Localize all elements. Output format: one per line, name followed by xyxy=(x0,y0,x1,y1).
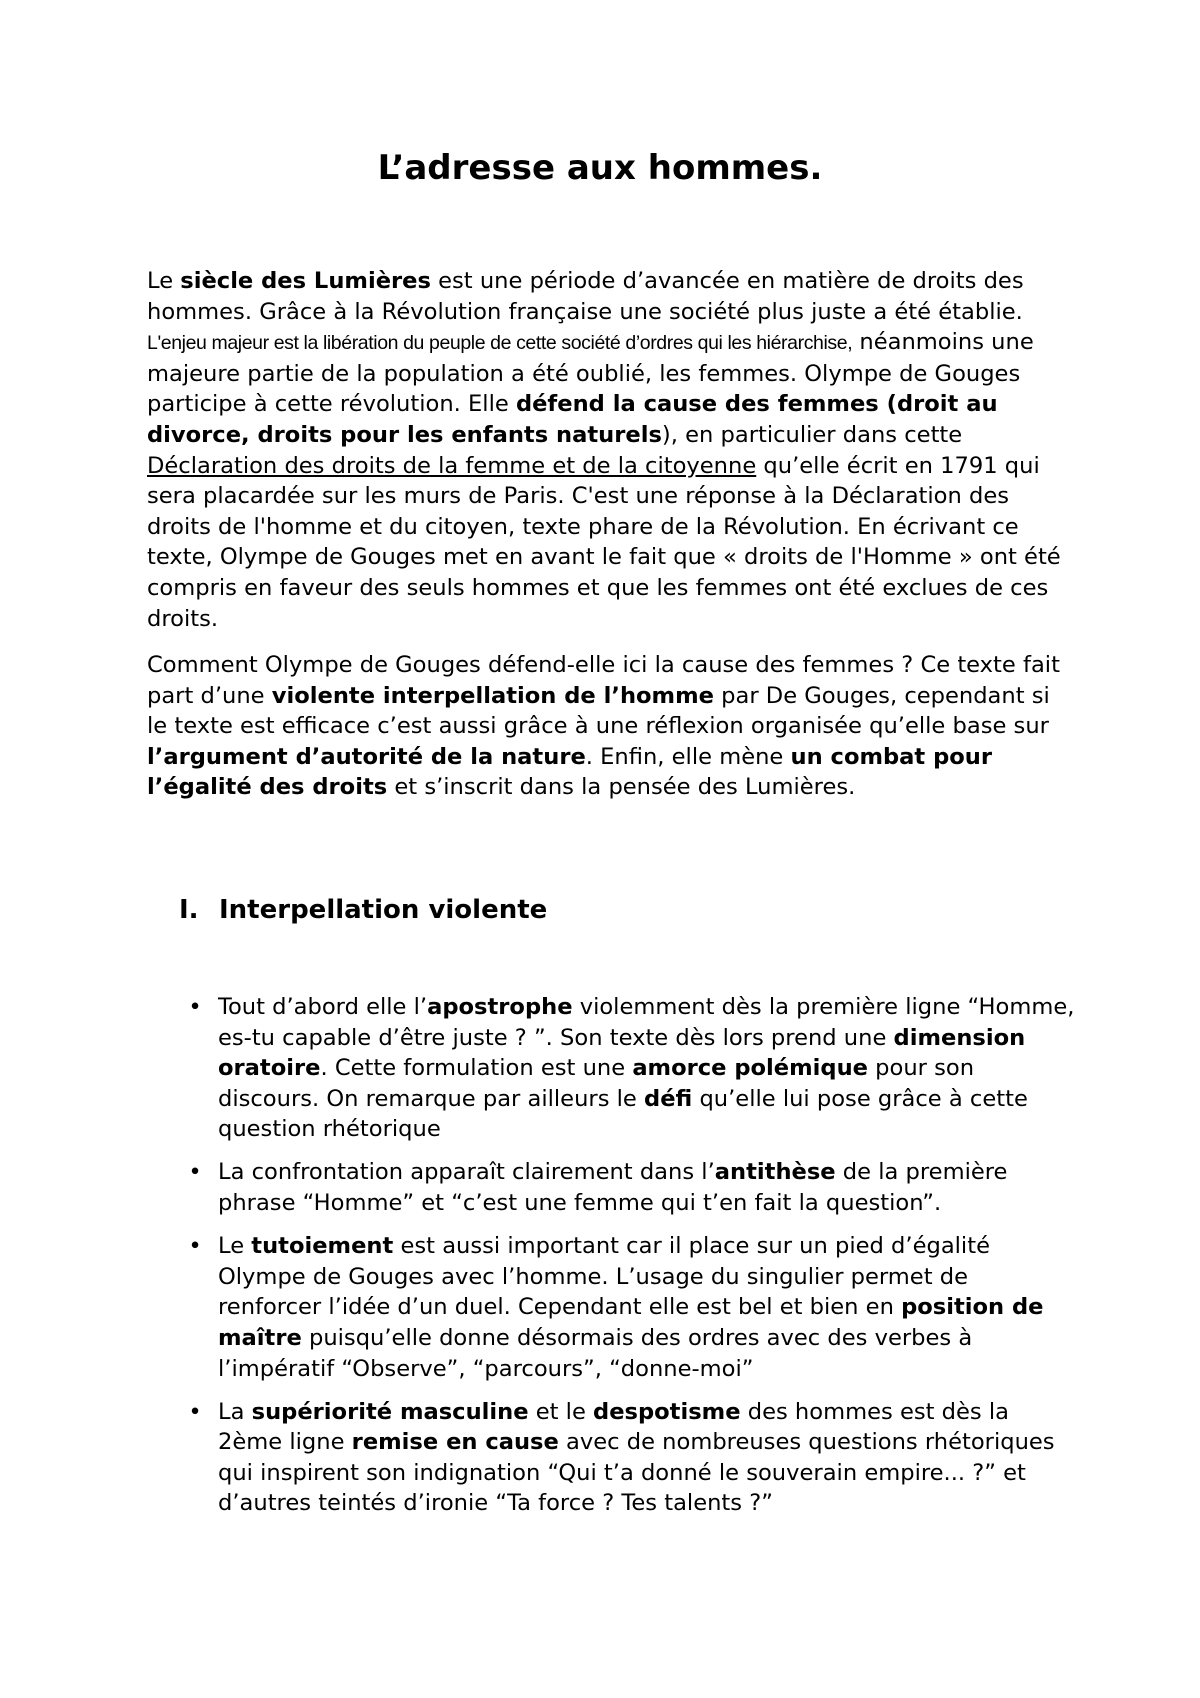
intro-paragraph xyxy=(147,266,1077,634)
bullet-icon: • xyxy=(188,994,202,1020)
bullet-icon: • xyxy=(188,1398,202,1425)
underlined-title: Déclaration des droits de la femme et de la citoyenne xyxy=(147,452,757,479)
list-item xyxy=(188,1157,1078,1218)
section-number: I. xyxy=(179,895,199,925)
bold-term: droit au divorce xyxy=(147,391,998,448)
narrow-font-run: L'enjeu majeur est la libération du peuple de cette société d’ordres qui les hiérarchise, xyxy=(147,332,853,355)
text-run: Le xyxy=(218,1233,252,1260)
bold-term: dimension oratoire xyxy=(218,1024,1026,1082)
text-run: qu’elle écrit en 1791 qui sera placardée sur les murs de Paris. C'est une réponse à la Déclaration des droits de l'homme et du citoyen, texte phare de la Révolution. En écrivant ce texte, Olympe de Gouges met en avant le fait que « droits de l'Homme » ont été compris en faveur des seuls hommes et que les femmes ont été exclues de ces droits. xyxy=(147,452,1061,632)
list-item xyxy=(188,1231,1078,1384)
text-run: par De Gouges, cependant si le texte est efficace c’est aussi grâce à une réflexion organisée qu’elle base sur xyxy=(147,682,1050,740)
text-run: . Enfin, elle mène xyxy=(585,743,791,770)
bold-term: remise en cause xyxy=(351,1429,559,1456)
bold-term: position de maître xyxy=(218,1294,1044,1351)
text-run: des hommes est dès la 2ème ligne xyxy=(218,1398,1009,1456)
text-run: pour son discours. On remarque par ailleurs le xyxy=(218,1055,975,1112)
bold-term: siècle des Lumières xyxy=(180,268,431,294)
text-run: . Cette formulation est une xyxy=(320,1055,633,1082)
bold-term: supériorité masculine xyxy=(251,1398,529,1425)
text-run: et s’inscrit dans la pensée des Lumières. xyxy=(387,774,856,801)
text-run: qu’elle lui pose grâce à cette question rhétorique xyxy=(218,1085,1028,1143)
bold-term: défend la cause des femmes xyxy=(515,391,879,418)
text-run: La confrontation apparaît clairement dans l’ xyxy=(218,1159,715,1186)
text-run: ( xyxy=(878,391,897,418)
bold-term: apostrophe xyxy=(427,994,573,1020)
text-run: ), en particulier dans cette xyxy=(661,421,963,448)
bold-term: défi xyxy=(644,1085,693,1112)
text-run: de la première phrase “Homme” et “c’est une femme qui t’en fait la question”. xyxy=(218,1159,1008,1217)
text-run: est une période d’avancée en matière de droits des hommes. Grâce à la Révolution française une société plus juste a été établie. xyxy=(147,268,1024,325)
bold-term: despotisme xyxy=(593,1398,741,1425)
text-run: Comment Olympe de Gouges défend-elle ici la cause des femmes ? Ce texte fait part d’une xyxy=(147,652,1060,709)
text-run: La xyxy=(218,1398,252,1425)
bold-term: violente interpellation de l’homme xyxy=(271,682,714,709)
text-run: et le xyxy=(528,1398,594,1425)
bullet-icon: • xyxy=(188,1233,202,1260)
text-run: avec de nombreuses questions rhétoriques qui inspirent son indignation “Qui t’a donné le souverain empire... ?” et d’autres teintés d’ironie “Ta force ? Tes talents ?” xyxy=(218,1429,1055,1517)
bullet-icon: • xyxy=(188,1159,202,1186)
text-run: est aussi important car il place sur un pied d’égalité Olympe de Gouges avec l’homme. L’usage du singulier permet de renforcer l’idée d’un duel. Cependant elle est bel et bien en xyxy=(218,1233,990,1321)
bold-term: droits pour les enfants naturels xyxy=(257,421,662,448)
bold-term: antithèse xyxy=(714,1159,836,1186)
problem-paragraph xyxy=(147,650,1077,803)
section-title: Interpellation violente xyxy=(219,895,548,925)
text-run: néanmoins une majeure partie de la population a été oublié, les femmes. Olympe de Gouges participe à cette révolution. Elle xyxy=(147,329,1034,418)
text-run: puisqu’elle donne désormais des ordres avec des verbes à l’impératif “Observe”, “parcours”, “donne-moi” xyxy=(218,1324,973,1382)
bullet-list xyxy=(188,992,1078,1532)
document-title: L’adresse aux hommes. xyxy=(377,148,823,188)
list-item xyxy=(188,992,1078,1145)
section-heading xyxy=(179,894,547,926)
bold-term: un combat pour l’égalité des droits xyxy=(147,743,993,801)
text-run: Le xyxy=(147,268,181,294)
text-run: violemment dès la première ligne “Homme, es-tu capable d’être juste ? ”. Son texte dès lors prend une xyxy=(218,994,1075,1051)
text-run: , xyxy=(241,421,258,448)
bold-term: tutoiement xyxy=(251,1233,394,1260)
bold-term: amorce polémique xyxy=(632,1055,868,1082)
text-run: Tout d’abord elle l’ xyxy=(218,994,428,1020)
list-item xyxy=(188,1397,1078,1519)
bold-term: l’argument d’autorité de la nature xyxy=(147,743,586,770)
